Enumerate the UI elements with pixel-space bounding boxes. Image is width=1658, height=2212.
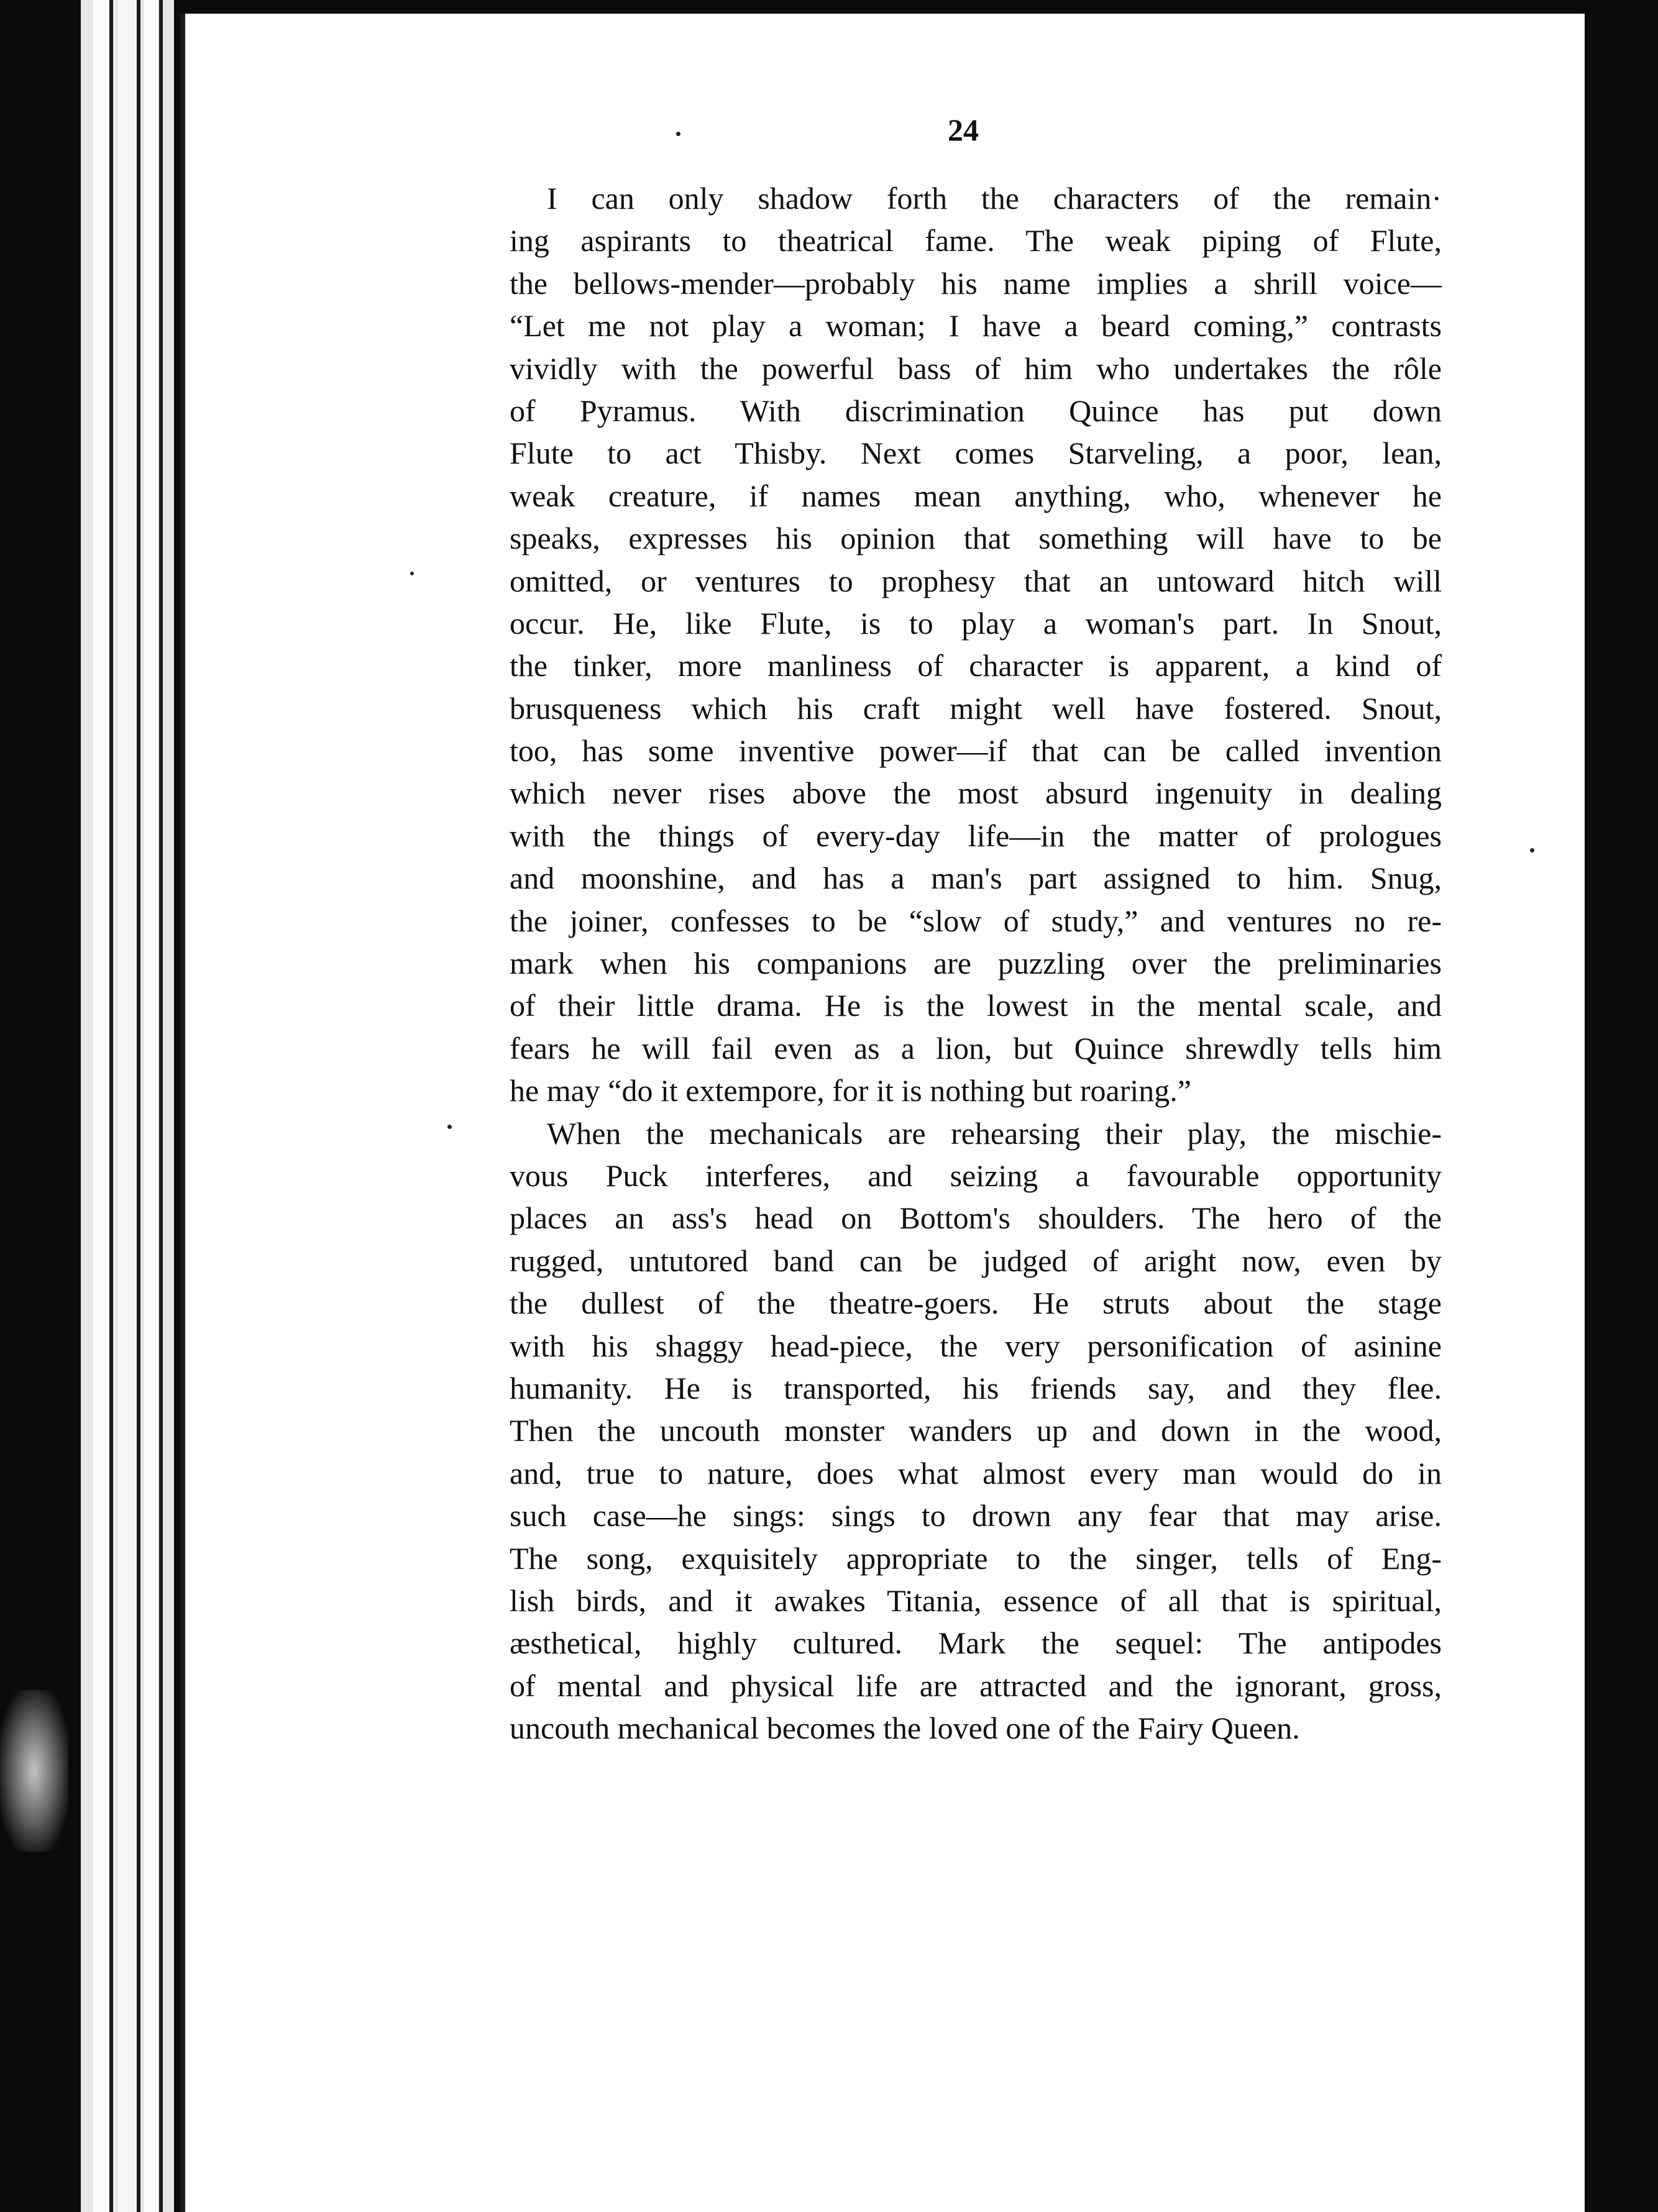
text-line: the bellows-mender—probably his name implies a shrill voice— [510, 265, 1442, 301]
page-edge [93, 0, 109, 2212]
text-line: rugged, untutored band can be judged of aright now, even by [510, 1243, 1442, 1278]
print-speck [410, 572, 414, 575]
text-line: lish birds, and it awakes Titania, essence of all that is spiritual, [510, 1583, 1442, 1618]
print-speck [447, 1125, 452, 1129]
text-line: “Let me not play a woman; I have a beard coming,” contrasts [510, 308, 1442, 344]
text-line: occur. He, like Flute, is to play a woman's part. In Snout, [510, 605, 1442, 641]
print-speck [676, 132, 680, 136]
text-line: The song, exquisitely appropriate to the singer, tells of Eng- [510, 1540, 1442, 1576]
text-line: uncouth mechanical becomes the loved one of the Fairy Queen. [510, 1711, 1300, 1746]
text-line: mark when his companions are puzzling over the preliminaries [510, 946, 1442, 981]
text-line: Flute to act Thisby. Next comes Starveling, a poor, lean, [510, 436, 1442, 471]
text-line: When the mechanicals are rehearsing their play, the mischie- [547, 1115, 1442, 1151]
text-line: weak creature, if names mean anything, who, whenever he [510, 478, 1442, 513]
paragraph [510, 177, 1442, 1112]
text-line: omitted, or ventures to prophesy that an untoward hitch will [510, 563, 1442, 598]
text-line: with the things of every-day life—in the matter of prologues [510, 818, 1442, 853]
text-line: fears he will fail even as a lion, but Quince shrewdly tells him [510, 1030, 1442, 1066]
text-line: I can only shadow forth the characters of the remain· [547, 181, 1442, 216]
text-line: too, has some inventive power—if that can be called invention [510, 733, 1442, 769]
scan-blot [0, 1690, 68, 1852]
print-speck [1530, 848, 1534, 852]
text-line: Then the uncouth monster wanders up and down in the wood, [510, 1413, 1442, 1448]
page-edge [118, 0, 137, 2212]
text-line: such case—he sings: sings to drown any fear that may arise. [510, 1498, 1442, 1533]
text-line: vividly with the powerful bass of him who undertakes the rôle [510, 350, 1442, 386]
page-number: 24 [948, 112, 979, 147]
body-text [510, 177, 1442, 1749]
text-line: of Pyramus. With discrimination Quince has put down [510, 393, 1442, 428]
paragraph [510, 1112, 1442, 1750]
text-line: ing aspirants to theatrical fame. The weak piping of Flute, [510, 223, 1442, 258]
text-line: which never rises above the most absurd ingenuity in dealing [510, 775, 1442, 811]
text-line: æsthetical, highly cultured. Mark the sequel: The antipodes [510, 1625, 1442, 1661]
scan-border-right [1585, 0, 1658, 2212]
text-line: vous Puck interferes, and seizing a favourable opportunity [510, 1158, 1442, 1193]
text-line: places an ass's head on Bottom's shoulders. The hero of the [510, 1200, 1442, 1236]
page-edge-line [137, 0, 140, 2212]
text-line: the dullest of the theatre-goers. He struts about the stage [510, 1286, 1442, 1321]
text-line: the tinker, more manliness of character is apparent, a kind of [510, 648, 1442, 683]
text-line: speaks, expresses his opinion that something will have to be [510, 521, 1442, 556]
text-line: brusqueness which his craft might well have fostered. Snout, [510, 690, 1442, 726]
text-line: the joiner, confesses to be “slow of study,” and ventures no re- [510, 903, 1442, 938]
page-edge [144, 0, 158, 2212]
text-line: of mental and physical life are attracted and the ignorant, gross, [510, 1668, 1442, 1703]
page-edge-line [109, 0, 113, 2212]
text-line: with his shaggy head-piece, the very personification of asinine [510, 1328, 1442, 1363]
text-line: of their little drama. He is the lowest in the mental scale, and [510, 988, 1442, 1023]
text-line: and, true to nature, does what almost every man would do in [510, 1455, 1442, 1491]
page-edge-line [159, 0, 163, 2212]
text-line: he may “do it extempore, for it is nothing but roaring.” [510, 1073, 1191, 1108]
text-line: and moonshine, and has a man's part assigned to him. Snug, [510, 861, 1442, 896]
text-line: humanity. He is transported, his friends say, and they flee. [510, 1370, 1442, 1405]
